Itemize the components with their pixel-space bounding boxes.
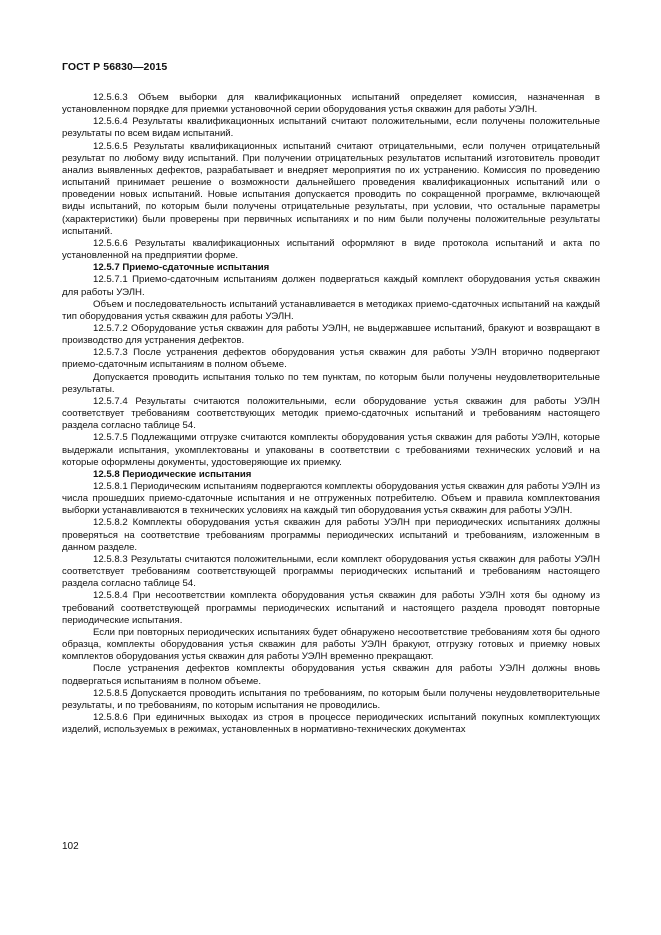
paragraph-12-5-8-1: 12.5.8.1 Периодическим испытаниям подвергаются комплекты оборудования устья скважин для работы УЭЛН из числа прошедших приемо-сдаточные испытания и не отгруженных потребителю. Объем и правила комплектования выборки устанавливаются в технических условиях на каждый тип оборудования устья скважин для работы УЭЛН.	[62, 481, 600, 517]
paragraph-12-5-7-5: 12.5.7.5 Подлежащими отгрузке считаются комплекты оборудования устья скважин для работы УЭЛН, которые выдержали испытания, укомплектованы и упакованы в соответствии с требованиями технических условий и на которые оформлены документы, удостоверяющие их приемку.	[62, 432, 600, 468]
paragraph-12-5-7-3: 12.5.7.3 После устранения дефектов оборудования устья скважин для работы УЭЛН вторично подвергают приемо-сдаточным испытаниям в полном объеме.	[62, 347, 600, 371]
paragraph-12-5-8-2: 12.5.8.2 Комплекты оборудования устья скважин для работы УЭЛН при периодических испытаниях должны проверяться на соответствие требованиям программы периодических испытаний и требованиям, изложенным в данном разделе.	[62, 517, 600, 553]
paragraph-12-5-8-6: 12.5.8.6 При единичных выходах из строя в процессе периодических испытаний покупных комплектующих изделий, используемых в режимах, установленных в нормативно-технических документах	[62, 711, 600, 736]
paragraph-12-5-8-4: 12.5.8.4 При несоответствии комплекта оборудования устья скважин для работы УЭЛН хотя бы одному из требований соответствующей программы периодических испытаний и настоящего раздела проводят повторные периодические испытания.	[62, 590, 600, 626]
paragraph-12-5-8-5: 12.5.8.5 Допускается проводить испытания по требованиям, по которым были получены неудовлетворительные результаты, и по требованиям, по которым испытания не проводились.	[62, 687, 600, 711]
document-body	[62, 92, 600, 736]
paragraph-12-5-6-5: 12.5.6.5 Результаты квалификационных испытаний считают отрицательными, если получен отрицательный результат по любому виду испытаний. При получении отрицательных результатов испытаний изготовитель проводит анализ выявленных дефектов, разрабатывает и внедряет мероприятия по их устранению. Комиссия по проведению испытаний принимает решение о возможности дальнейшего проведения квалификационных испытаний или о проведении новых испытаний. Новые испытания допускается проводить по сокращенной программе, включающей виды испытаний, по которым были получены отрицательные результаты, при условии, что остальные параметры (характеристики) были проверены при первичных испытаниях и по ним были получены положительные результаты испытаний.	[62, 140, 600, 237]
paragraph: После устранения дефектов комплекты оборудования устья скважин для работы УЭЛН должны вновь подвергаться испытаниям в полном объеме.	[62, 663, 600, 687]
paragraph-12-5-6-6: 12.5.6.6 Результаты квалификационных испытаний оформляют в виде протокола испытаний и акта по установленной на предприятии форме.	[62, 237, 600, 262]
paragraph: Объем и последовательность испытаний устанавливается в методиках приемо-сдаточных испытаний на каждый тип оборудования устья скважин для работы УЭЛН.	[62, 298, 600, 322]
paragraph-12-5-6-3: 12.5.6.3 Объем выборки для квалификационных испытаний определяет комиссия, назначенная в установленном порядке для приемки установочной серии оборудования устья скважин для работы УЭЛН.	[62, 92, 600, 116]
section-heading-12-5-7: 12.5.7 Приемо-сдаточные испытания	[93, 262, 270, 274]
section-heading-12-5-8: 12.5.8 Периодические испытания	[93, 468, 252, 480]
page-number: 102	[62, 841, 79, 852]
standard-header: ГОСТ Р 56830—2015	[62, 61, 168, 73]
paragraph: Допускается проводить испытания только по тем пунктам, по которым были получены неудовлетворительные результаты.	[62, 371, 600, 395]
paragraph-12-5-7-2: 12.5.7.2 Оборудование устья скважин для работы УЭЛН, не выдержавшее испытаний, бракуют и возвращают в производство для устранения дефектов.	[62, 322, 600, 347]
paragraph-12-5-7-1: 12.5.7.1 Приемо-сдаточным испытаниям должен подвергаться каждый комплект оборудования устья скважин для работы УЭЛН.	[62, 274, 600, 298]
paragraph-12-5-7-4: 12.5.7.4 Результаты считаются положительными, если оборудование устья скважин для работы УЭЛН соответствует требованиям соответствующих методик приемо-сдаточных испытаний и требованиям настоящего раздела согласно таблице 54.	[62, 395, 600, 432]
paragraph: Если при повторных периодических испытаниях будет обнаружено несоответствие требованиям хотя бы одного образца, комплекты оборудования устья скважин для работы УЭЛН бракуют, отгрузку готовых и приемку новых комплектов оборудования устья скважин для работы УЭЛН временно прекращают.	[62, 626, 600, 663]
paragraph-12-5-8-3: 12.5.8.3 Результаты считаются положительными, если комплект оборудования устья скважин для работы УЭЛН соответствует требованиям соответствующей программы периодических испытаний и требованиям настоящего раздела согласно таблице 54.	[62, 553, 600, 590]
paragraph-12-5-6-4: 12.5.6.4 Результаты квалификационных испытаний считают положительными, если получены положительные результаты по всем видам испытаний.	[62, 116, 600, 140]
